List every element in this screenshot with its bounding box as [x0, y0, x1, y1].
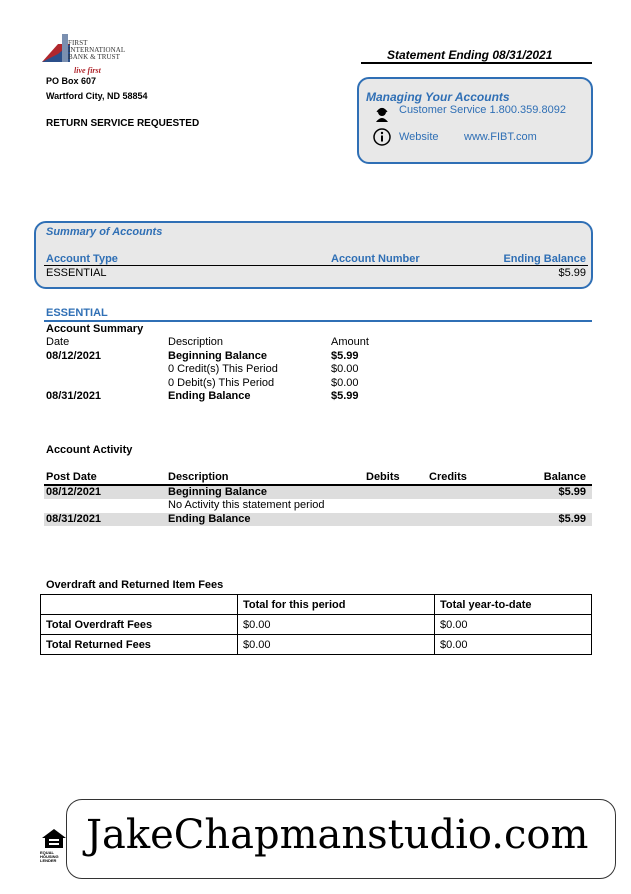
acct-summary-row-date: 08/31/2021 — [46, 390, 102, 402]
equal-housing-label: EQUAL HOUSING LENDER — [40, 850, 59, 863]
activity-row-balance: $5.99 — [558, 513, 586, 525]
activity-row-post-date: 08/12/2021 — [46, 486, 102, 498]
acct-summary-row-amount: $5.99 — [331, 390, 359, 402]
statement-rule — [361, 62, 592, 64]
summary-header-number: Account Number — [331, 253, 420, 265]
activity-row-balance: $5.99 — [558, 486, 586, 498]
account-activity-title: Account Activity — [46, 444, 133, 456]
summary-header-balance: Ending Balance — [503, 253, 586, 265]
fees-header-ytd: Total year-to-date — [435, 595, 592, 615]
table-row — [41, 635, 592, 655]
acct-summary-header-amount: Amount — [331, 336, 369, 348]
managing-title: Managing Your Accounts — [366, 90, 510, 104]
website-label: Website — [399, 131, 439, 143]
watermark-text: JakeChapmanstudio.com — [86, 812, 589, 858]
return-service-text: RETURN SERVICE REQUESTED — [46, 118, 200, 129]
fees-row-label: Total Returned Fees — [41, 635, 238, 655]
activity-header-credits: Credits — [429, 471, 467, 483]
essential-title: ESSENTIAL — [46, 307, 108, 319]
summary-ending-balance: $5.99 — [558, 267, 586, 279]
activity-header-description: Description — [168, 471, 229, 483]
essential-rule — [44, 320, 592, 322]
bank-name: FIRST INTERNATIONAL BANK & TRUST — [68, 39, 126, 61]
fees-row-ytd: $0.00 — [435, 635, 592, 655]
fees-header-period: Total for this period — [238, 595, 435, 615]
address-line-2: Wartford City, ND 58854 — [46, 91, 148, 101]
acct-summary-row-description: Ending Balance — [168, 390, 251, 402]
summary-account-type: ESSENTIAL — [46, 267, 107, 279]
activity-row-description: No Activity this statement period — [168, 499, 325, 511]
fees-table — [40, 594, 592, 655]
activity-row-description: Ending Balance — [168, 513, 251, 525]
acct-summary-row-date: 08/12/2021 — [46, 350, 102, 362]
customer-service: Customer Service 1.800.359.8092 — [399, 104, 566, 116]
fees-row-ytd: $0.00 — [435, 615, 592, 635]
acct-summary-header-description: Description — [168, 336, 224, 348]
acct-summary-header-date: Date — [46, 336, 70, 348]
acct-summary-row-description: 0 Debit(s) This Period — [168, 377, 275, 389]
summary-title: Summary of Accounts — [46, 226, 163, 238]
activity-row-description: Beginning Balance — [168, 486, 268, 498]
fees-row-period: $0.00 — [238, 635, 435, 655]
acct-summary-row-amount: $5.99 — [331, 350, 359, 362]
website-link[interactable]: www.FIBT.com — [464, 131, 537, 143]
headset-icon — [373, 105, 391, 123]
table-row — [41, 595, 592, 615]
bank-tagline: live first — [74, 66, 101, 75]
summary-header-type: Account Type — [46, 253, 118, 265]
acct-summary-row-description: Beginning Balance — [168, 350, 268, 362]
table-row — [41, 615, 592, 635]
statement-ending: Statement Ending 08/31/2021 — [387, 48, 553, 62]
fees-row-label: Total Overdraft Fees — [41, 615, 238, 635]
activity-row-post-date: 08/31/2021 — [46, 513, 102, 525]
summary-rule — [44, 265, 588, 266]
fees-title: Overdraft and Returned Item Fees — [46, 579, 224, 591]
fees-row-period: $0.00 — [238, 615, 435, 635]
info-icon — [373, 128, 391, 146]
equal-housing-icon — [41, 828, 67, 850]
activity-header-balance: Balance — [543, 471, 586, 483]
address-line-1: PO Box 607 — [46, 76, 97, 86]
acct-summary-row-description: 0 Credit(s) This Period — [168, 363, 278, 375]
acct-summary-row-amount: $0.00 — [331, 377, 359, 389]
acct-summary-row-amount: $0.00 — [331, 363, 359, 375]
account-summary-title: Account Summary — [46, 323, 144, 335]
activity-header-post-date: Post Date — [46, 471, 97, 483]
fees-header-blank — [41, 595, 238, 615]
activity-header-debits: Debits — [366, 471, 400, 483]
